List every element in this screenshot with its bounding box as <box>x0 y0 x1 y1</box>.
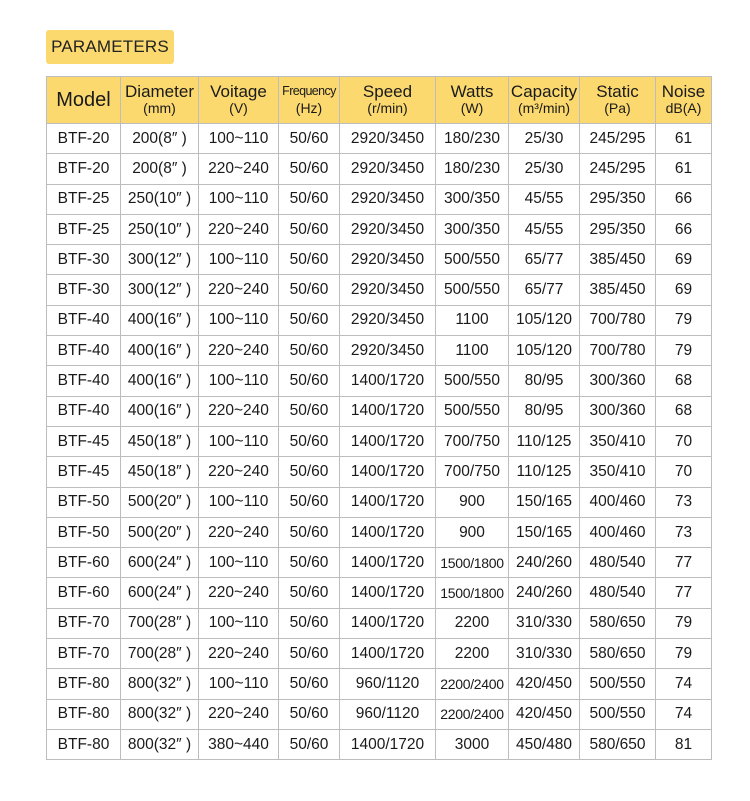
cell-model: BTF-20 <box>47 154 121 184</box>
cell-voltage: 100~110 <box>199 184 279 214</box>
table-row <box>47 669 712 699</box>
cell-noise: 68 <box>656 366 712 396</box>
table-row <box>47 245 712 275</box>
cell-voltage: 220~240 <box>199 214 279 244</box>
cell-static: 385/450 <box>580 245 656 275</box>
cell-voltage: 100~110 <box>199 487 279 517</box>
cell-noise: 77 <box>656 548 712 578</box>
table-row <box>47 275 712 305</box>
cell-voltage: 220~240 <box>199 699 279 729</box>
cell-static: 350/410 <box>580 426 656 456</box>
header-row <box>47 77 712 124</box>
cell-voltage: 100~110 <box>199 426 279 456</box>
cell-speed: 2920/3450 <box>340 245 436 275</box>
cell-capacity: 150/165 <box>509 517 580 547</box>
cell-static: 480/540 <box>580 578 656 608</box>
column-header-label: Capacity <box>510 82 578 101</box>
cell-static: 385/450 <box>580 275 656 305</box>
cell-speed: 2920/3450 <box>340 336 436 366</box>
cell-frequency: 50/60 <box>279 245 340 275</box>
cell-watts: 900 <box>436 487 509 517</box>
cell-watts: 2200 <box>436 608 509 638</box>
cell-model: BTF-20 <box>47 124 121 154</box>
cell-speed: 1400/1720 <box>340 729 436 759</box>
cell-voltage: 220~240 <box>199 639 279 669</box>
cell-diameter: 300(12″ ) <box>121 275 199 305</box>
cell-speed: 2920/3450 <box>340 124 436 154</box>
cell-noise: 73 <box>656 487 712 517</box>
cell-static: 500/550 <box>580 669 656 699</box>
cell-model: BTF-60 <box>47 578 121 608</box>
cell-capacity: 45/55 <box>509 214 580 244</box>
cell-voltage: 220~240 <box>199 396 279 426</box>
cell-diameter: 400(16″ ) <box>121 396 199 426</box>
cell-frequency: 50/60 <box>279 396 340 426</box>
cell-speed: 2920/3450 <box>340 275 436 305</box>
cell-voltage: 100~110 <box>199 305 279 335</box>
table-row <box>47 548 712 578</box>
cell-model: BTF-25 <box>47 214 121 244</box>
cell-frequency: 50/60 <box>279 457 340 487</box>
cell-capacity: 150/165 <box>509 487 580 517</box>
table-row <box>47 124 712 154</box>
cell-capacity: 80/95 <box>509 396 580 426</box>
cell-speed: 1400/1720 <box>340 578 436 608</box>
section-title-badge <box>46 30 174 64</box>
cell-diameter: 450(18″ ) <box>121 457 199 487</box>
cell-noise: 81 <box>656 729 712 759</box>
column-header-unit: (Hz) <box>295 100 323 116</box>
cell-frequency: 50/60 <box>279 275 340 305</box>
cell-diameter: 450(18″ ) <box>121 426 199 456</box>
cell-watts: 180/230 <box>436 154 509 184</box>
cell-speed: 1400/1720 <box>340 487 436 517</box>
table-row <box>47 366 712 396</box>
cell-frequency: 50/60 <box>279 336 340 366</box>
cell-frequency: 50/60 <box>279 214 340 244</box>
cell-static: 580/650 <box>580 639 656 669</box>
cell-frequency: 50/60 <box>279 517 340 547</box>
cell-capacity: 420/450 <box>509 669 580 699</box>
cell-diameter: 250(10″ ) <box>121 214 199 244</box>
cell-watts: 180/230 <box>436 124 509 154</box>
parameters-table <box>46 76 712 760</box>
cell-static: 295/350 <box>580 184 656 214</box>
cell-model: BTF-40 <box>47 305 121 335</box>
cell-watts: 2200/2400 <box>436 699 509 729</box>
cell-capacity: 420/450 <box>509 699 580 729</box>
table-row <box>47 517 712 547</box>
cell-watts: 2200/2400 <box>436 669 509 699</box>
cell-frequency: 50/60 <box>279 548 340 578</box>
cell-voltage: 220~240 <box>199 517 279 547</box>
cell-speed: 1400/1720 <box>340 517 436 547</box>
cell-diameter: 400(16″ ) <box>121 366 199 396</box>
cell-speed: 2920/3450 <box>340 214 436 244</box>
cell-diameter: 400(16″ ) <box>121 305 199 335</box>
cell-model: BTF-80 <box>47 699 121 729</box>
column-header-label: Frequency <box>282 84 336 98</box>
cell-voltage: 100~110 <box>199 366 279 396</box>
cell-model: BTF-50 <box>47 517 121 547</box>
cell-capacity: 105/120 <box>509 305 580 335</box>
cell-frequency: 50/60 <box>279 639 340 669</box>
cell-capacity: 25/30 <box>509 154 580 184</box>
table-header <box>47 77 712 124</box>
cell-static: 700/780 <box>580 305 656 335</box>
cell-watts: 700/750 <box>436 457 509 487</box>
cell-frequency: 50/60 <box>279 669 340 699</box>
cell-voltage: 220~240 <box>199 457 279 487</box>
table-row <box>47 184 712 214</box>
column-header-unit: (V) <box>229 100 248 116</box>
cell-noise: 68 <box>656 396 712 426</box>
cell-diameter: 400(16″ ) <box>121 336 199 366</box>
cell-model: BTF-45 <box>47 426 121 456</box>
column-header-capacity <box>509 77 580 124</box>
cell-static: 300/360 <box>580 366 656 396</box>
cell-capacity: 110/125 <box>509 457 580 487</box>
cell-capacity: 310/330 <box>509 639 580 669</box>
cell-model: BTF-70 <box>47 608 121 638</box>
cell-static: 400/460 <box>580 487 656 517</box>
cell-static: 350/410 <box>580 457 656 487</box>
column-header-unit: dB(A) <box>665 100 702 116</box>
column-header-static <box>580 77 656 124</box>
cell-model: BTF-80 <box>47 669 121 699</box>
column-header-label: Diameter <box>125 82 194 101</box>
cell-static: 400/460 <box>580 517 656 547</box>
cell-static: 580/650 <box>580 608 656 638</box>
table-row <box>47 426 712 456</box>
cell-static: 245/295 <box>580 154 656 184</box>
cell-speed: 1400/1720 <box>340 366 436 396</box>
cell-watts: 1100 <box>436 336 509 366</box>
cell-frequency: 50/60 <box>279 487 340 517</box>
cell-speed: 1400/1720 <box>340 608 436 638</box>
cell-capacity: 240/260 <box>509 578 580 608</box>
column-header-voltage <box>199 77 279 124</box>
cell-speed: 1400/1720 <box>340 426 436 456</box>
cell-watts: 1500/1800 <box>436 578 509 608</box>
cell-model: BTF-45 <box>47 457 121 487</box>
cell-voltage: 220~240 <box>199 336 279 366</box>
cell-noise: 66 <box>656 184 712 214</box>
cell-watts: 1500/1800 <box>436 548 509 578</box>
cell-noise: 61 <box>656 124 712 154</box>
column-header-unit: (r/min) <box>367 100 408 116</box>
table-row <box>47 305 712 335</box>
cell-noise: 77 <box>656 578 712 608</box>
cell-frequency: 50/60 <box>279 699 340 729</box>
cell-noise: 74 <box>656 669 712 699</box>
cell-static: 480/540 <box>580 548 656 578</box>
cell-noise: 74 <box>656 699 712 729</box>
cell-diameter: 500(20″ ) <box>121 487 199 517</box>
cell-capacity: 310/330 <box>509 608 580 638</box>
cell-noise: 79 <box>656 336 712 366</box>
cell-model: BTF-30 <box>47 245 121 275</box>
cell-diameter: 800(32″ ) <box>121 669 199 699</box>
cell-speed: 2920/3450 <box>340 184 436 214</box>
cell-voltage: 220~240 <box>199 578 279 608</box>
cell-frequency: 50/60 <box>279 366 340 396</box>
cell-watts: 900 <box>436 517 509 547</box>
cell-static: 500/550 <box>580 699 656 729</box>
cell-capacity: 65/77 <box>509 245 580 275</box>
table-row <box>47 608 712 638</box>
cell-voltage: 220~240 <box>199 154 279 184</box>
cell-noise: 79 <box>656 639 712 669</box>
cell-frequency: 50/60 <box>279 124 340 154</box>
column-header-label: Static <box>596 82 639 101</box>
table-row <box>47 457 712 487</box>
cell-frequency: 50/60 <box>279 154 340 184</box>
cell-diameter: 600(24″ ) <box>121 548 199 578</box>
table-row <box>47 639 712 669</box>
cell-frequency: 50/60 <box>279 426 340 456</box>
column-header-noise <box>656 77 712 124</box>
cell-watts: 300/350 <box>436 184 509 214</box>
cell-watts: 500/550 <box>436 366 509 396</box>
cell-frequency: 50/60 <box>279 608 340 638</box>
cell-model: BTF-25 <box>47 184 121 214</box>
table-row <box>47 336 712 366</box>
cell-model: BTF-60 <box>47 548 121 578</box>
column-header-diameter <box>121 77 199 124</box>
cell-model: BTF-40 <box>47 396 121 426</box>
table-row <box>47 578 712 608</box>
section-title: PARAMETERS <box>51 37 169 56</box>
column-header-model <box>47 77 121 124</box>
cell-voltage: 380~440 <box>199 729 279 759</box>
cell-voltage: 100~110 <box>199 608 279 638</box>
column-header-label: Watts <box>450 82 494 101</box>
cell-diameter: 800(32″ ) <box>121 699 199 729</box>
cell-noise: 69 <box>656 275 712 305</box>
column-header-label: Speed <box>362 82 413 101</box>
column-header-watts <box>436 77 509 124</box>
table-row <box>47 729 712 759</box>
cell-capacity: 80/95 <box>509 366 580 396</box>
cell-speed: 1400/1720 <box>340 639 436 669</box>
cell-static: 245/295 <box>580 124 656 154</box>
cell-watts: 1100 <box>436 305 509 335</box>
cell-model: BTF-30 <box>47 275 121 305</box>
cell-speed: 2920/3450 <box>340 305 436 335</box>
column-header-label: Model <box>56 88 111 111</box>
cell-diameter: 600(24″ ) <box>121 578 199 608</box>
cell-diameter: 700(28″ ) <box>121 639 199 669</box>
cell-frequency: 50/60 <box>279 578 340 608</box>
cell-noise: 69 <box>656 245 712 275</box>
cell-frequency: 50/60 <box>279 729 340 759</box>
cell-capacity: 105/120 <box>509 336 580 366</box>
cell-noise: 66 <box>656 214 712 244</box>
table-row <box>47 699 712 729</box>
cell-speed: 1400/1720 <box>340 396 436 426</box>
cell-voltage: 220~240 <box>199 275 279 305</box>
column-header-label: Noise <box>661 82 706 101</box>
cell-model: BTF-50 <box>47 487 121 517</box>
cell-watts: 300/350 <box>436 214 509 244</box>
cell-static: 580/650 <box>580 729 656 759</box>
table-body <box>47 124 712 760</box>
cell-diameter: 800(32″ ) <box>121 729 199 759</box>
cell-diameter: 700(28″ ) <box>121 608 199 638</box>
cell-speed: 960/1120 <box>340 699 436 729</box>
cell-static: 295/350 <box>580 214 656 244</box>
cell-voltage: 100~110 <box>199 245 279 275</box>
cell-model: BTF-40 <box>47 366 121 396</box>
table-row <box>47 154 712 184</box>
cell-watts: 500/550 <box>436 275 509 305</box>
cell-speed: 1400/1720 <box>340 457 436 487</box>
cell-noise: 61 <box>656 154 712 184</box>
column-header-frequency <box>279 77 340 124</box>
cell-watts: 500/550 <box>436 396 509 426</box>
cell-noise: 70 <box>656 457 712 487</box>
cell-frequency: 50/60 <box>279 184 340 214</box>
cell-capacity: 65/77 <box>509 275 580 305</box>
cell-noise: 79 <box>656 608 712 638</box>
cell-capacity: 450/480 <box>509 729 580 759</box>
cell-frequency: 50/60 <box>279 305 340 335</box>
cell-capacity: 45/55 <box>509 184 580 214</box>
table-row <box>47 487 712 517</box>
table-row <box>47 214 712 244</box>
cell-voltage: 100~110 <box>199 669 279 699</box>
cell-watts: 500/550 <box>436 245 509 275</box>
cell-diameter: 200(8″ ) <box>121 124 199 154</box>
cell-model: BTF-80 <box>47 729 121 759</box>
cell-speed: 2920/3450 <box>340 154 436 184</box>
column-header-unit: (mm) <box>143 100 176 116</box>
cell-diameter: 250(10″ ) <box>121 184 199 214</box>
column-header-unit: (m³/min) <box>517 100 571 116</box>
cell-watts: 2200 <box>436 639 509 669</box>
table-row <box>47 396 712 426</box>
cell-noise: 70 <box>656 426 712 456</box>
cell-noise: 73 <box>656 517 712 547</box>
column-header-speed <box>340 77 436 124</box>
cell-capacity: 25/30 <box>509 124 580 154</box>
cell-speed: 1400/1720 <box>340 548 436 578</box>
cell-watts: 3000 <box>436 729 509 759</box>
column-header-label: Voitage <box>210 82 267 101</box>
column-header-unit: (W) <box>460 100 484 116</box>
cell-diameter: 200(8″ ) <box>121 154 199 184</box>
cell-diameter: 500(20″ ) <box>121 517 199 547</box>
cell-model: BTF-70 <box>47 639 121 669</box>
cell-static: 300/360 <box>580 396 656 426</box>
cell-capacity: 240/260 <box>509 548 580 578</box>
cell-speed: 960/1120 <box>340 669 436 699</box>
cell-capacity: 110/125 <box>509 426 580 456</box>
cell-watts: 700/750 <box>436 426 509 456</box>
cell-model: BTF-40 <box>47 336 121 366</box>
column-header-unit: (Pa) <box>604 100 631 116</box>
cell-static: 700/780 <box>580 336 656 366</box>
cell-voltage: 100~110 <box>199 548 279 578</box>
cell-diameter: 300(12″ ) <box>121 245 199 275</box>
cell-noise: 79 <box>656 305 712 335</box>
cell-voltage: 100~110 <box>199 124 279 154</box>
